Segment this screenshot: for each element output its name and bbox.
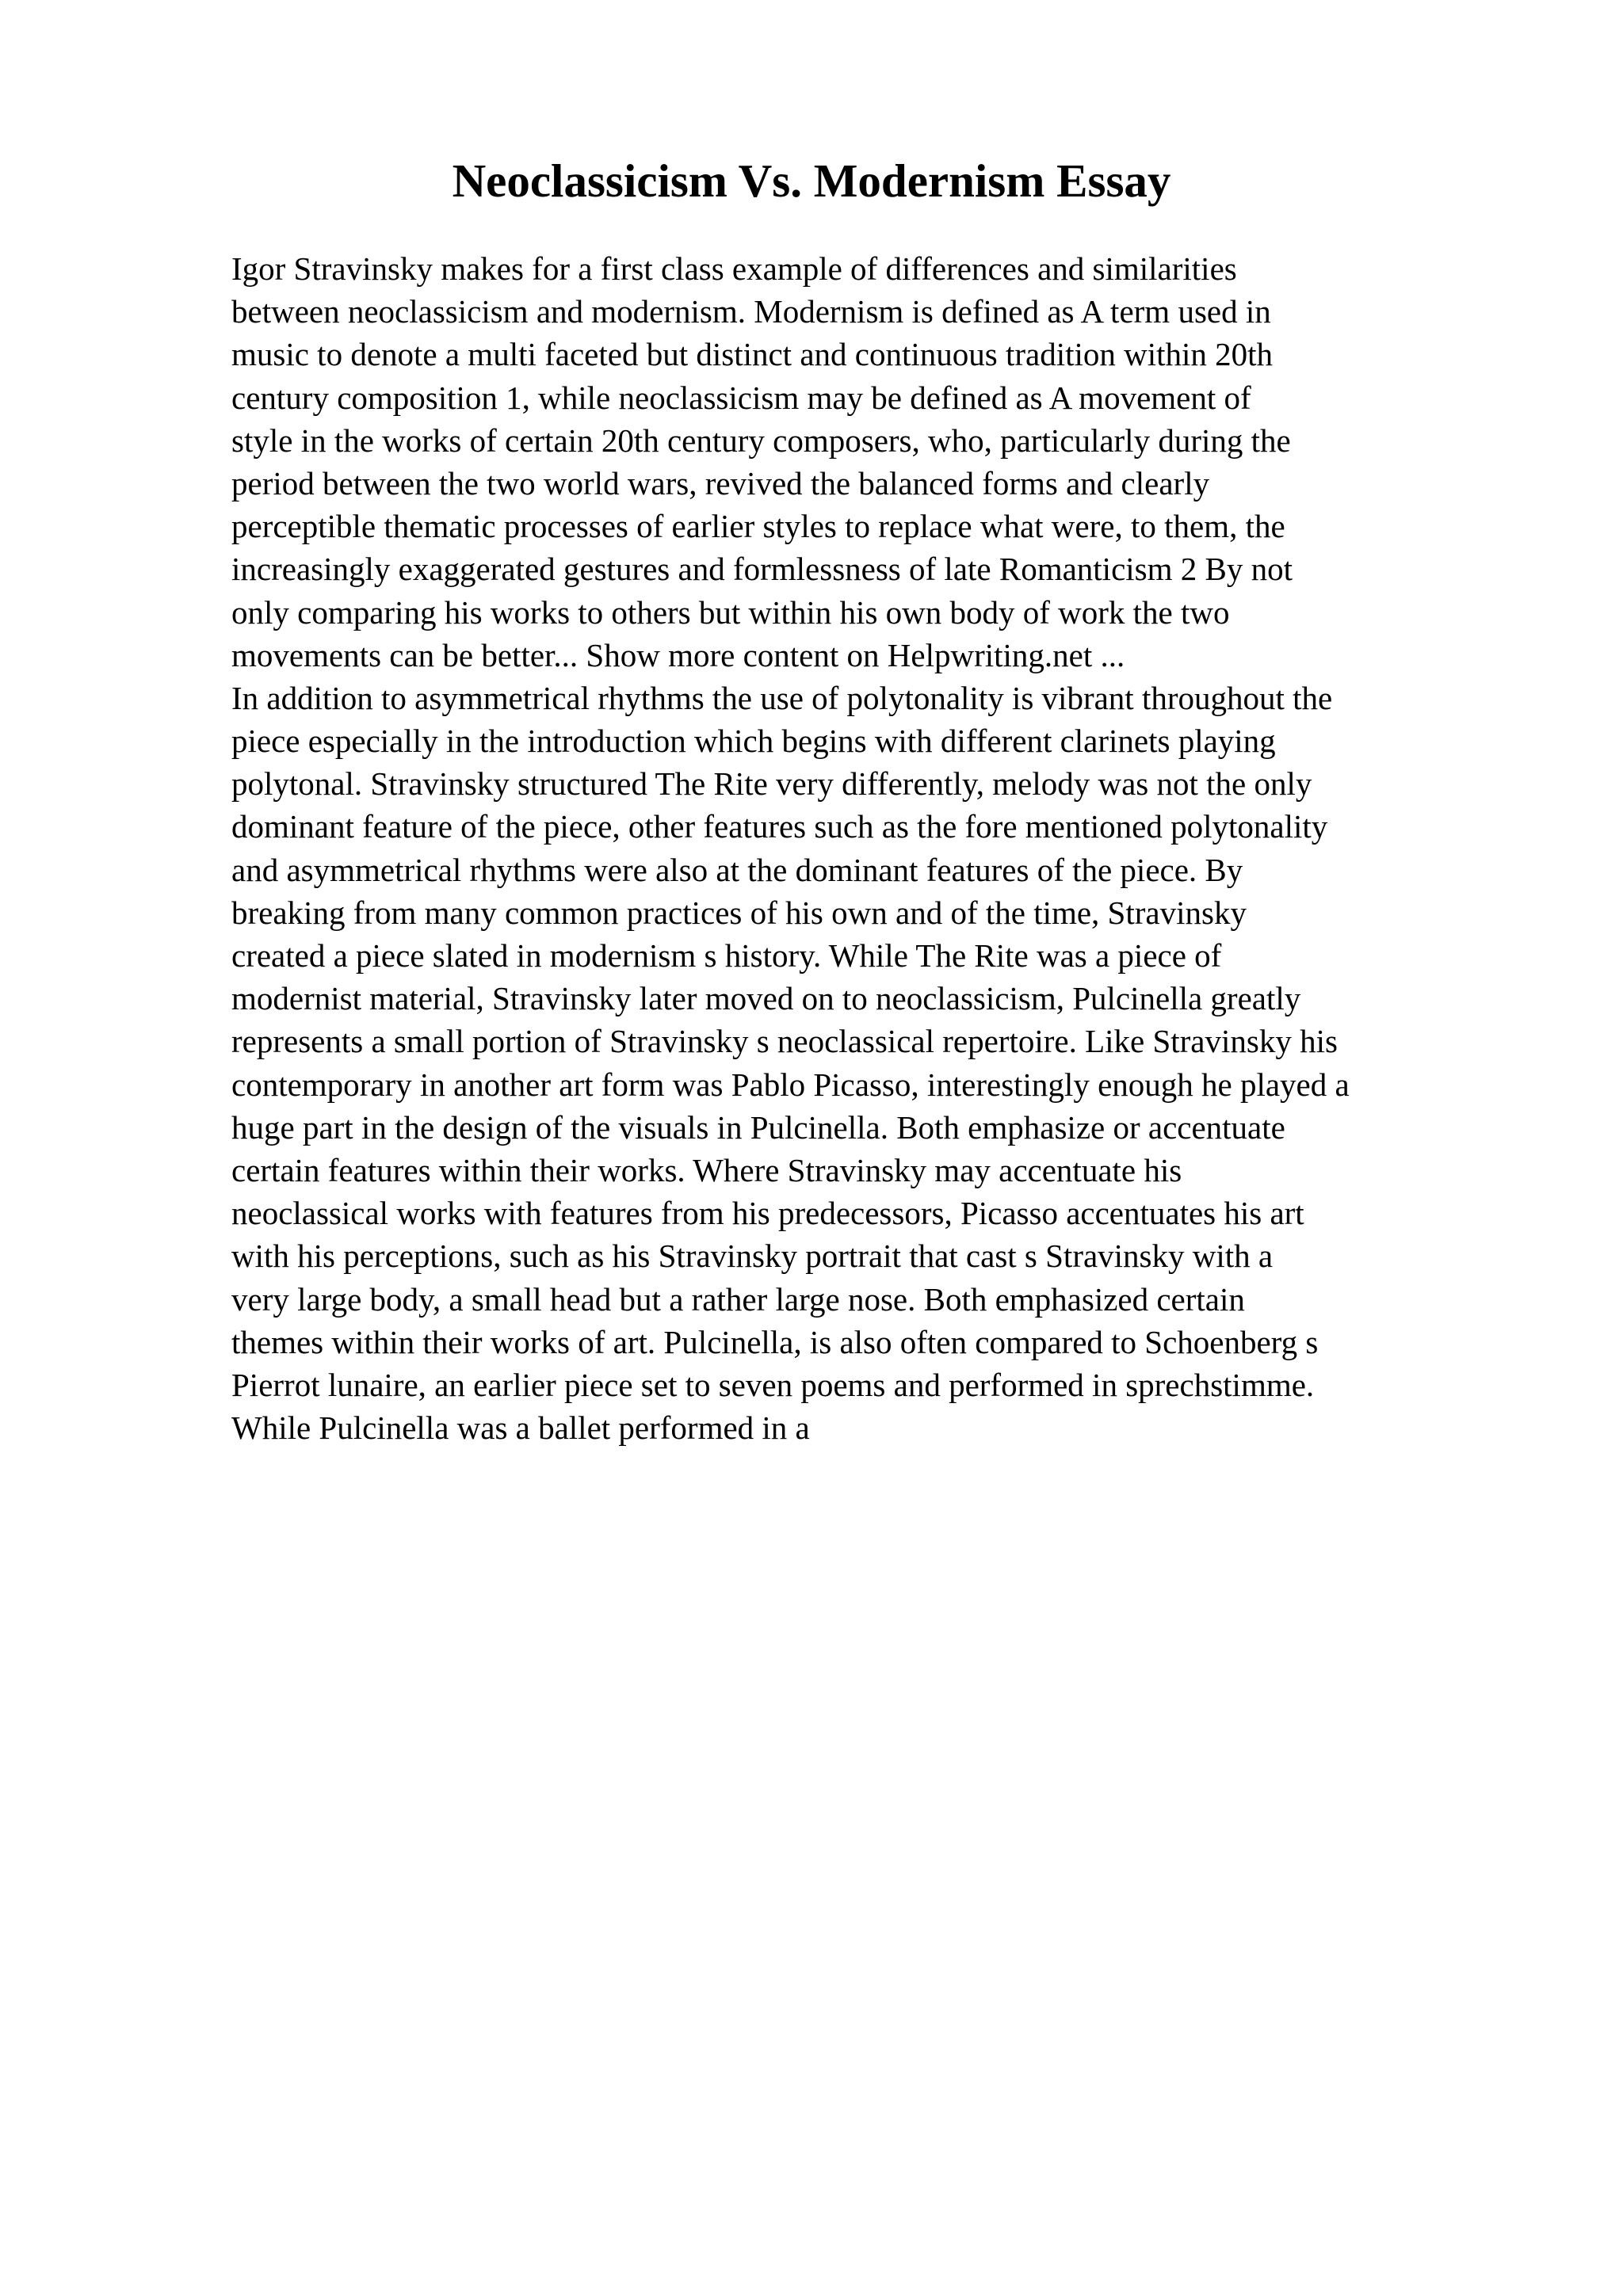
- text-line: huge part in the design of the visuals in Pulcinella. Both emphasize or accentuate: [231, 1108, 1285, 1146]
- essay-body: [231, 247, 1594, 1449]
- text-line: century composition 1, while neoclassicism may be defined as A movement of: [231, 379, 1251, 416]
- text-line: neoclassical works with features from his predecessors, Picasso accentuates his art: [231, 1195, 1304, 1232]
- text-line: created a piece slated in modernism s history. While The Rite was a piece of: [231, 937, 1222, 974]
- text-line: certain features within their works. Where Stravinsky may accentuate his: [231, 1151, 1182, 1188]
- text-line: contemporary in another art form was Pablo Picasso, interestingly enough he played a: [231, 1066, 1350, 1103]
- text-line: breaking from many common practices of his own and of the time, Stravinsky: [231, 894, 1247, 931]
- text-line: modernist material, Stravinsky later moved on to neoclassicism, Pulcinella greatly: [231, 980, 1301, 1017]
- text-line: only comparing his works to others but within his own body of work the two: [231, 593, 1230, 631]
- text-line: Pierrot lunaire, an earlier piece set to seven poems and performed in sprechstimme.: [231, 1366, 1315, 1403]
- text-line: between neoclassicism and modernism. Modernism is defined as A term used in: [231, 293, 1271, 330]
- text-line: music to denote a multi faceted but distinct and continuous tradition within 20th: [231, 336, 1274, 373]
- text-line: dominant feature of the piece, other features such as the fore mentioned polytonality: [231, 808, 1328, 845]
- text-line: perceptible thematic processes of earlier styles to replace what were, to them, the: [231, 508, 1285, 545]
- text-line: very large body, a small head but a rather large nose. Both emphasized certain: [231, 1280, 1245, 1318]
- text-line: represents a small portion of Stravinsky s neoclassical repertoire. Like Stravinsky his: [231, 1023, 1338, 1060]
- text-line: themes within their works of art. Pulcinella, is also often compared to Schoenberg s: [231, 1323, 1319, 1360]
- text-line: movements can be better... Show more content on Helpwriting.net ...: [231, 636, 1125, 673]
- text-line: In addition to asymmetrical rhythms the use of polytonality is vibrant throughout the: [231, 679, 1333, 716]
- text-line: piece especially in the introduction which begins with different clarinets playing: [231, 723, 1276, 760]
- text-line: style in the works of certain 20th century composers, who, particularly during the: [231, 421, 1291, 459]
- text-line: increasingly exaggerated gestures and formlessness of late Romanticism 2 By not: [231, 551, 1293, 588]
- text-line: and asymmetrical rhythms were also at the dominant features of the piece. By: [231, 851, 1243, 888]
- text-line: period between the two world wars, revived the balanced forms and clearly: [231, 464, 1210, 502]
- text-line: While Pulcinella was a ballet performed in a: [231, 1409, 810, 1447]
- text-line: with his perceptions, such as his Stravinsky portrait that cast s Stravinsky with a: [231, 1238, 1274, 1275]
- text-line: polytonal. Stravinsky structured The Rite very differently, melody was not the only: [231, 765, 1312, 803]
- document-title: Neoclassicism Vs. Modernism Essay: [452, 154, 1171, 207]
- text-line: Igor Stravinsky makes for a first class example of differences and similarities: [231, 250, 1237, 287]
